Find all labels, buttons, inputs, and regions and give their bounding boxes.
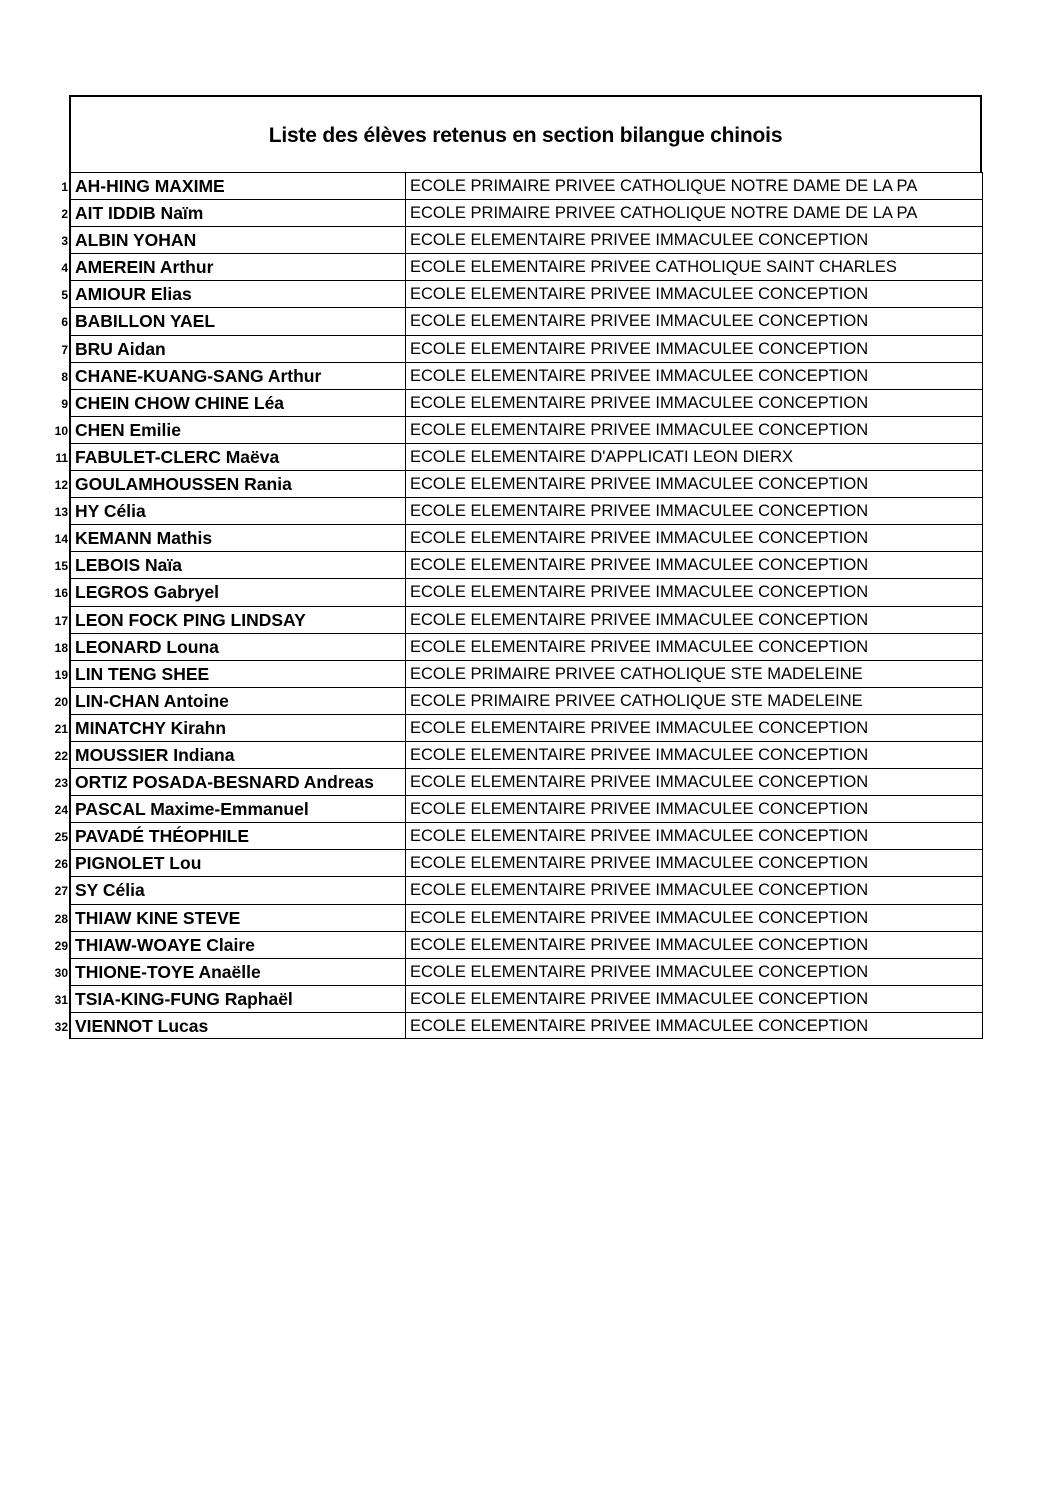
school-cell: ECOLE ELEMENTAIRE PRIVEE IMMACULEE CONCEPTION bbox=[405, 795, 983, 822]
row-number: 9 bbox=[61, 396, 68, 411]
table-row bbox=[40, 335, 984, 362]
row-number: 24 bbox=[54, 803, 68, 818]
table-row bbox=[40, 443, 984, 470]
table-row bbox=[40, 226, 984, 253]
table-row bbox=[40, 497, 984, 524]
student-name-cell: AIT IDDIB Naïm bbox=[69, 199, 405, 226]
table-row bbox=[40, 578, 984, 605]
student-name-cell: ALBIN YOHAN bbox=[69, 226, 405, 253]
table-row bbox=[40, 172, 984, 199]
table-row bbox=[40, 795, 984, 822]
table-row bbox=[40, 606, 984, 633]
school-cell: ECOLE ELEMENTAIRE PRIVEE IMMACULEE CONCEPTION bbox=[405, 470, 983, 497]
school-cell: ECOLE PRIMAIRE PRIVEE CATHOLIQUE NOTRE DAME DE LA PA bbox=[405, 172, 983, 199]
row-number: 30 bbox=[54, 965, 68, 980]
student-name-cell: GOULAMHOUSSEN Rania bbox=[69, 470, 405, 497]
page-title: Liste des élèves retenus en section bilangue chinois bbox=[268, 123, 783, 147]
table-row bbox=[40, 768, 984, 795]
table-row bbox=[40, 849, 984, 876]
student-table bbox=[40, 172, 984, 1039]
student-name-cell: LEBOIS Naïa bbox=[69, 551, 405, 578]
row-number: 20 bbox=[54, 694, 68, 709]
row-number: 29 bbox=[54, 938, 68, 953]
school-cell: ECOLE ELEMENTAIRE PRIVEE IMMACULEE CONCEPTION bbox=[405, 578, 983, 605]
table-row bbox=[40, 876, 984, 903]
student-name-cell: AMEREIN Arthur bbox=[69, 253, 405, 280]
student-name-cell: LEONARD Louna bbox=[69, 633, 405, 660]
school-cell: ECOLE ELEMENTAIRE PRIVEE IMMACULEE CONCEPTION bbox=[405, 633, 983, 660]
row-number: 14 bbox=[54, 532, 68, 547]
school-cell: ECOLE ELEMENTAIRE PRIVEE IMMACULEE CONCEPTION bbox=[405, 280, 983, 307]
school-cell: ECOLE ELEMENTAIRE PRIVEE IMMACULEE CONCEPTION bbox=[405, 1012, 983, 1039]
row-number: 8 bbox=[61, 369, 68, 384]
table-row bbox=[40, 633, 984, 660]
table-row bbox=[40, 741, 984, 768]
school-cell: ECOLE ELEMENTAIRE PRIVEE IMMACULEE CONCEPTION bbox=[405, 389, 983, 416]
student-name-cell: FABULET-CLERC Maëva bbox=[69, 443, 405, 470]
row-number: 21 bbox=[54, 721, 68, 736]
student-name-cell: LEON FOCK PING LINDSAY bbox=[69, 606, 405, 633]
student-name-cell: MOUSSIER Indiana bbox=[69, 741, 405, 768]
table-row bbox=[40, 904, 984, 931]
school-cell: ECOLE ELEMENTAIRE PRIVEE IMMACULEE CONCEPTION bbox=[405, 714, 983, 741]
student-name-cell: CHEIN CHOW CHINE Léa bbox=[69, 389, 405, 416]
school-cell: ECOLE PRIMAIRE PRIVEE CATHOLIQUE STE MADELEINE bbox=[405, 687, 983, 714]
student-name-cell: VIENNOT Lucas bbox=[69, 1012, 405, 1039]
student-name-cell: LIN TENG SHEE bbox=[69, 660, 405, 687]
school-cell: ECOLE ELEMENTAIRE PRIVEE IMMACULEE CONCEPTION bbox=[405, 362, 983, 389]
school-cell: ECOLE ELEMENTAIRE PRIVEE IMMACULEE CONCEPTION bbox=[405, 226, 983, 253]
row-number: 11 bbox=[55, 450, 68, 465]
student-name-cell: BABILLON YAEL bbox=[69, 307, 405, 334]
row-number: 32 bbox=[54, 1019, 68, 1034]
table-row bbox=[40, 931, 984, 958]
row-number: 23 bbox=[54, 776, 68, 791]
school-cell: ECOLE ELEMENTAIRE PRIVEE IMMACULEE CONCEPTION bbox=[405, 497, 983, 524]
student-name-cell: CHEN Emilie bbox=[69, 416, 405, 443]
student-name-cell: LEGROS Gabryel bbox=[69, 578, 405, 605]
table-row bbox=[40, 362, 984, 389]
school-cell: ECOLE ELEMENTAIRE D'APPLICATI LEON DIERX bbox=[405, 443, 983, 470]
row-number: 25 bbox=[54, 830, 68, 845]
row-number: 16 bbox=[54, 586, 68, 601]
table-row bbox=[40, 307, 984, 334]
row-number: 15 bbox=[54, 559, 68, 574]
row-number: 18 bbox=[54, 640, 68, 655]
row-number: 1 bbox=[61, 180, 68, 194]
row-number: 4 bbox=[61, 261, 68, 276]
row-number: 6 bbox=[61, 315, 68, 330]
student-name-cell: THIAW-WOAYE Claire bbox=[69, 931, 405, 958]
student-name-cell: THIONE-TOYE Anaëlle bbox=[69, 958, 405, 985]
student-name-cell: LIN-CHAN Antoine bbox=[69, 687, 405, 714]
table-row bbox=[40, 253, 984, 280]
student-name-cell: KEMANN Mathis bbox=[69, 524, 405, 551]
row-number: 31 bbox=[54, 992, 68, 1007]
table-row bbox=[40, 1012, 984, 1039]
school-cell: ECOLE ELEMENTAIRE PRIVEE CATHOLIQUE SAINT CHARLES bbox=[405, 253, 983, 280]
student-name-cell: ORTIZ POSADA-BESNARD Andreas bbox=[69, 768, 405, 795]
school-cell: ECOLE ELEMENTAIRE PRIVEE IMMACULEE CONCEPTION bbox=[405, 768, 983, 795]
school-cell: ECOLE ELEMENTAIRE PRIVEE IMMACULEE CONCEPTION bbox=[405, 985, 983, 1012]
student-name-cell: AMIOUR Elias bbox=[69, 280, 405, 307]
row-number: 17 bbox=[54, 613, 68, 628]
student-name-cell: SY Célia bbox=[69, 876, 405, 903]
row-number: 5 bbox=[61, 288, 68, 303]
row-number: 12 bbox=[54, 478, 68, 493]
row-number: 7 bbox=[61, 342, 68, 357]
row-number: 2 bbox=[61, 207, 68, 222]
title-cell bbox=[69, 95, 982, 172]
school-cell: ECOLE PRIMAIRE PRIVEE CATHOLIQUE STE MADELEINE bbox=[405, 660, 983, 687]
table-row bbox=[40, 199, 984, 226]
student-name-cell: HY Célia bbox=[69, 497, 405, 524]
student-name-cell: PASCAL Maxime-Emmanuel bbox=[69, 795, 405, 822]
school-cell: ECOLE ELEMENTAIRE PRIVEE IMMACULEE CONCEPTION bbox=[405, 822, 983, 849]
student-name-cell: BRU Aidan bbox=[69, 335, 405, 362]
student-name-cell: TSIA-KING-FUNG Raphaël bbox=[69, 985, 405, 1012]
school-cell: ECOLE ELEMENTAIRE PRIVEE IMMACULEE CONCEPTION bbox=[405, 335, 983, 362]
row-number: 19 bbox=[54, 667, 68, 682]
school-cell: ECOLE ELEMENTAIRE PRIVEE IMMACULEE CONCEPTION bbox=[405, 741, 983, 768]
student-name-cell: MINATCHY Kirahn bbox=[69, 714, 405, 741]
row-number: 10 bbox=[54, 423, 68, 438]
school-cell: ECOLE ELEMENTAIRE PRIVEE IMMACULEE CONCEPTION bbox=[405, 931, 983, 958]
table-row bbox=[40, 660, 984, 687]
table-row bbox=[40, 470, 984, 497]
school-cell: ECOLE ELEMENTAIRE PRIVEE IMMACULEE CONCEPTION bbox=[405, 958, 983, 985]
school-cell: ECOLE ELEMENTAIRE PRIVEE IMMACULEE CONCEPTION bbox=[405, 606, 983, 633]
table-row bbox=[40, 389, 984, 416]
row-number: 22 bbox=[54, 748, 68, 763]
row-number: 13 bbox=[54, 505, 68, 520]
school-cell: ECOLE ELEMENTAIRE PRIVEE IMMACULEE CONCEPTION bbox=[405, 876, 983, 903]
school-cell: ECOLE ELEMENTAIRE PRIVEE IMMACULEE CONCEPTION bbox=[405, 849, 983, 876]
row-number: 26 bbox=[54, 857, 68, 872]
table-row bbox=[40, 687, 984, 714]
school-cell: ECOLE ELEMENTAIRE PRIVEE IMMACULEE CONCEPTION bbox=[405, 524, 983, 551]
student-name-cell: PIGNOLET Lou bbox=[69, 849, 405, 876]
row-number: 3 bbox=[61, 234, 68, 249]
table-row bbox=[40, 524, 984, 551]
table-row bbox=[40, 416, 984, 443]
table-row bbox=[40, 822, 984, 849]
row-number: 28 bbox=[54, 911, 68, 926]
student-name-cell: PAVADÉ THÉOPHILE bbox=[69, 822, 405, 849]
school-cell: ECOLE ELEMENTAIRE PRIVEE IMMACULEE CONCEPTION bbox=[405, 551, 983, 578]
table-row bbox=[40, 714, 984, 741]
student-name-cell: CHANE-KUANG-SANG Arthur bbox=[69, 362, 405, 389]
table-row bbox=[40, 985, 984, 1012]
table-row bbox=[40, 958, 984, 985]
school-cell: ECOLE PRIMAIRE PRIVEE CATHOLIQUE NOTRE DAME DE LA PA bbox=[405, 199, 983, 226]
row-number: 27 bbox=[54, 884, 68, 899]
student-name-cell: AH-HING MAXIME bbox=[69, 172, 405, 199]
table-row bbox=[40, 551, 984, 578]
school-cell: ECOLE ELEMENTAIRE PRIVEE IMMACULEE CONCEPTION bbox=[405, 416, 983, 443]
school-cell: ECOLE ELEMENTAIRE PRIVEE IMMACULEE CONCEPTION bbox=[405, 904, 983, 931]
table-row bbox=[40, 280, 984, 307]
student-name-cell: THIAW KINE STEVE bbox=[69, 904, 405, 931]
school-cell: ECOLE ELEMENTAIRE PRIVEE IMMACULEE CONCEPTION bbox=[405, 307, 983, 334]
